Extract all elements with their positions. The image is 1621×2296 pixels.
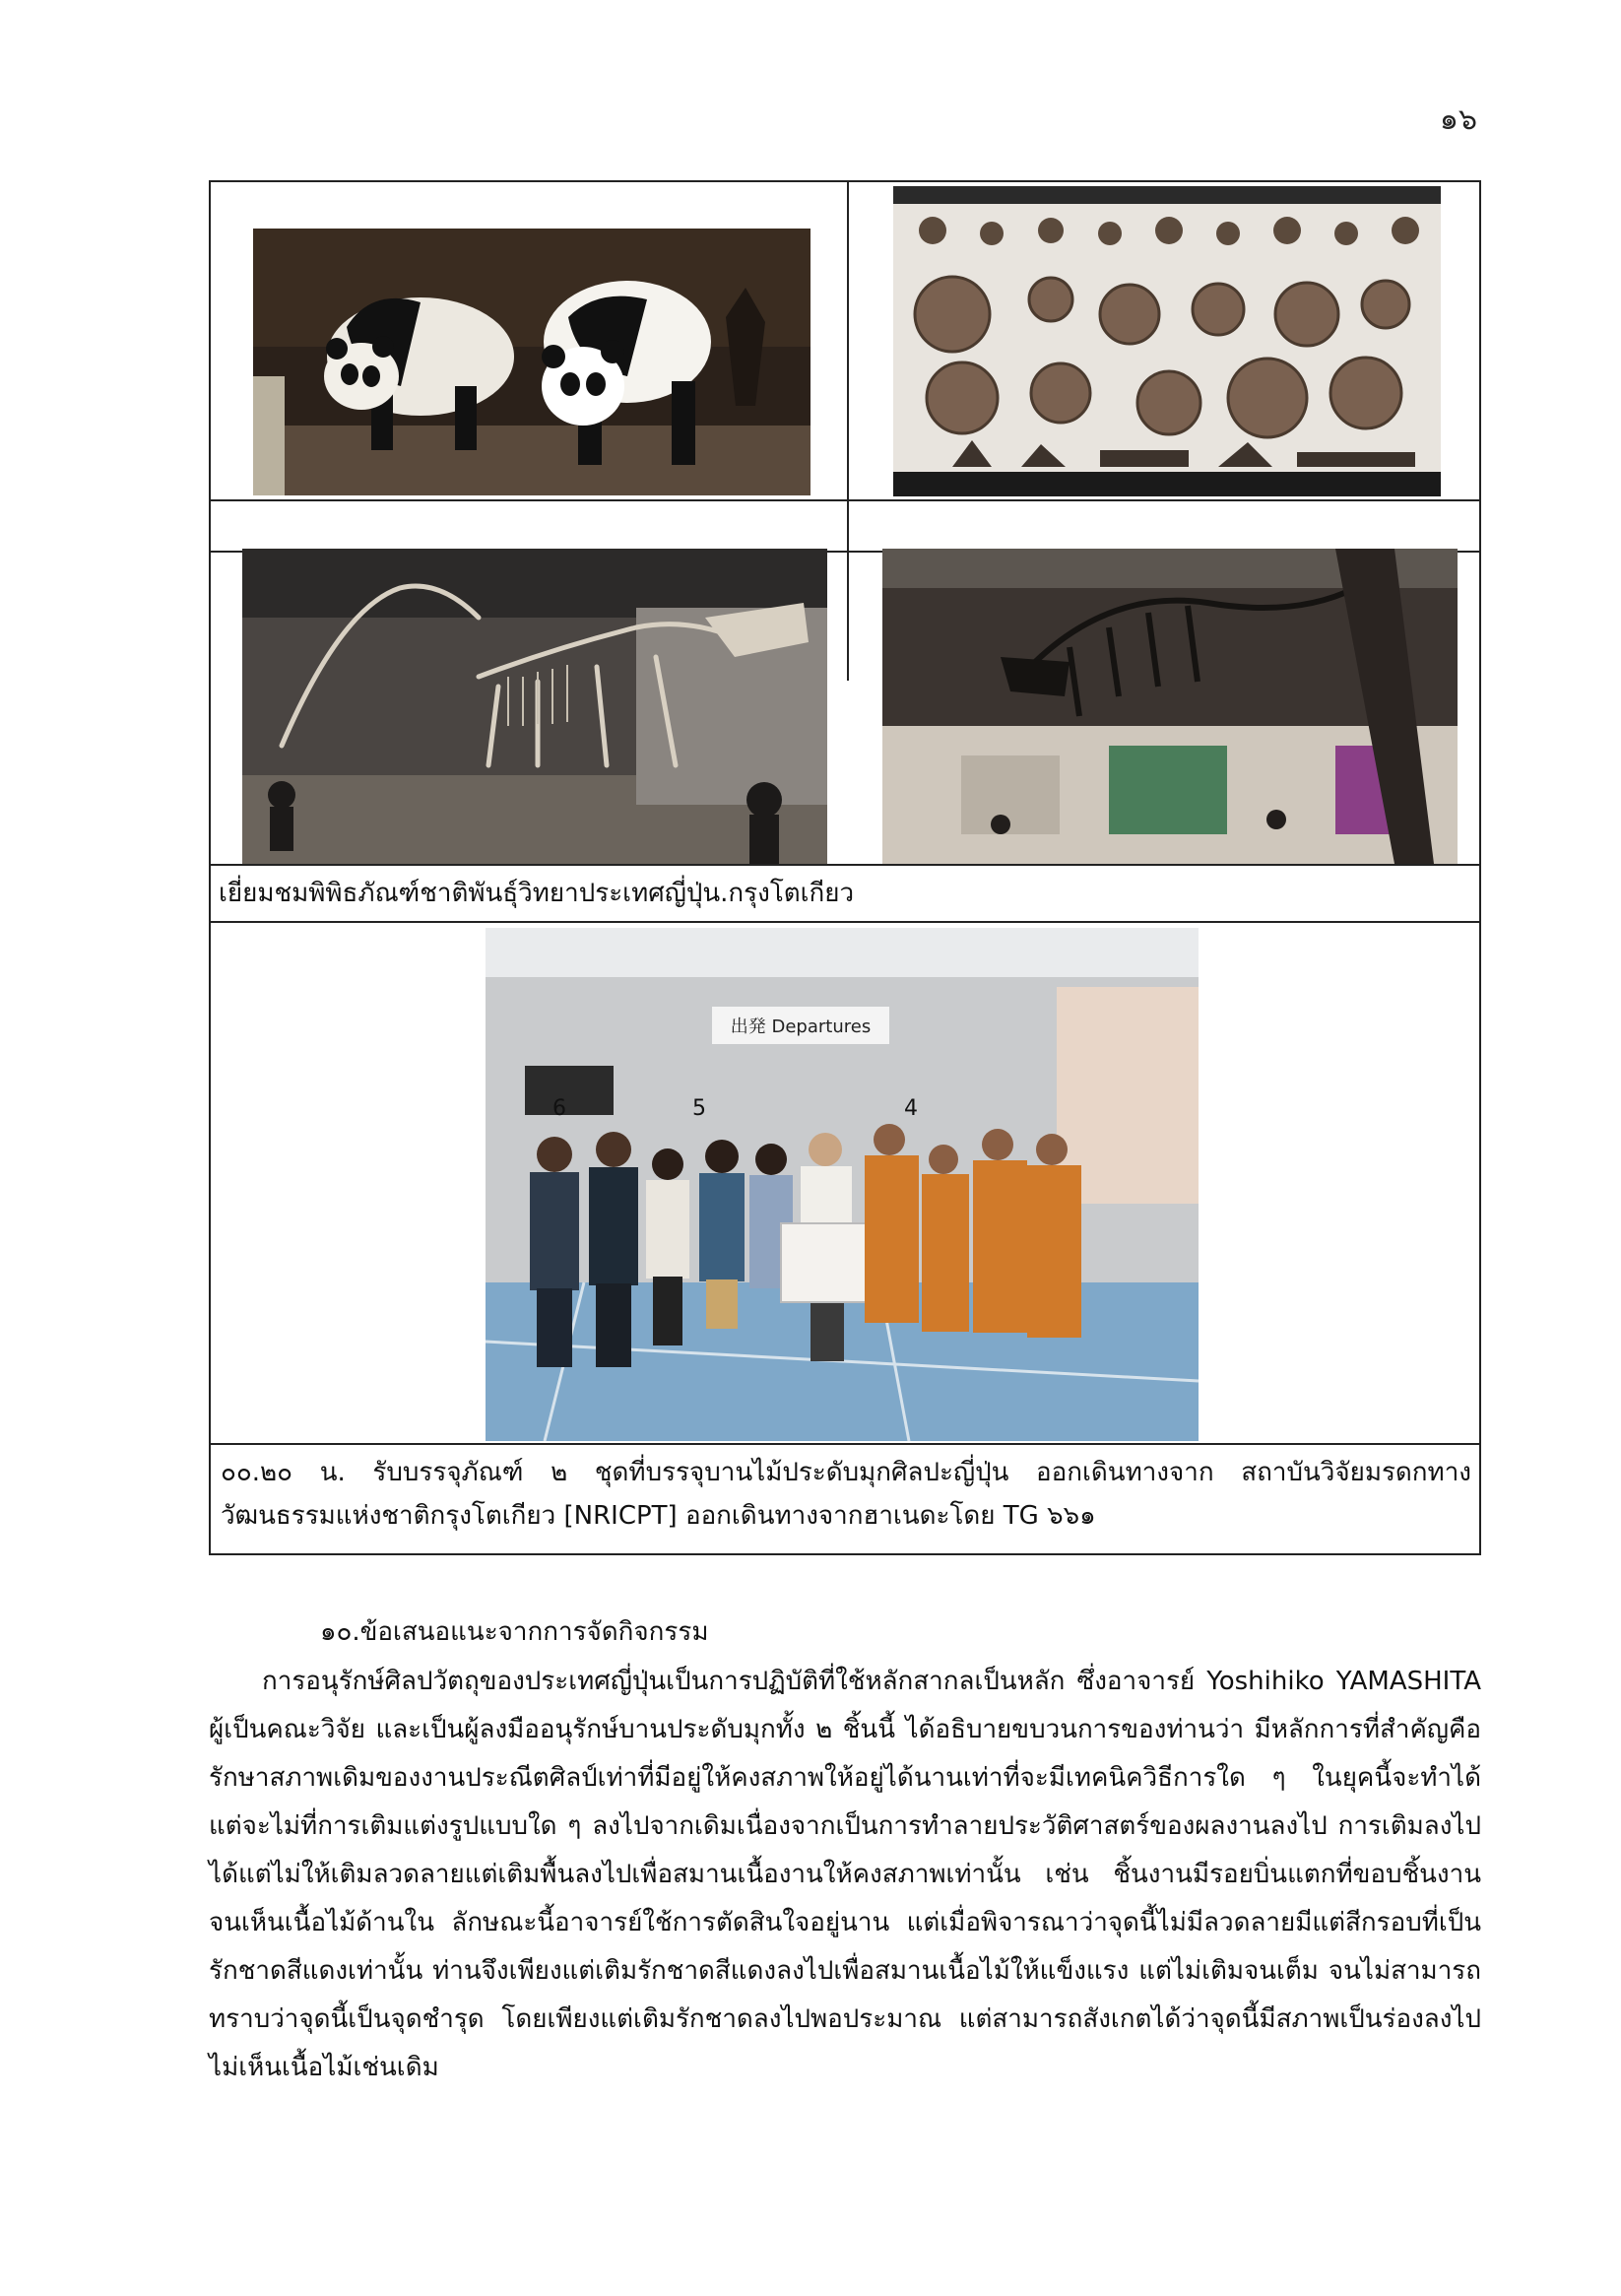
departures-sign: 出発 Departures	[730, 1017, 872, 1037]
table-divider	[211, 499, 1479, 501]
page-number: ๑๖	[1439, 102, 1477, 137]
dinosaur-skeleton-photo	[242, 549, 827, 864]
gate-number-4: 4	[904, 1096, 918, 1121]
panda-exhibit-photo	[253, 229, 810, 495]
section-heading: ๑๐.ข้อเสนอแนะจากการจัดกิจกรรม	[320, 1617, 709, 1647]
table-divider	[211, 1443, 1479, 1445]
museum-hall-photo	[882, 549, 1458, 864]
fossil-display-photo	[893, 186, 1441, 496]
museum-caption: เยี่ยมชมพิพิธภัณฑ์ชาติพันธุ์วิทยาประเทศญี่ปุ่น.กรุงโตเกียว	[219, 879, 855, 908]
table-divider	[211, 864, 1479, 866]
gate-number-5: 5	[692, 1096, 706, 1121]
gate-number-6: 6	[552, 1096, 566, 1121]
table-divider	[847, 182, 849, 681]
body-paragraph: การอนุรักษ์ศิลปวัตถุของประเทศญี่ปุ่นเป็นการปฏิบัติที่ใช้หลักสากลเป็นหลัก ซึ่งอาจารย์ Yoshihiko YAMASHITA ผู้เป็นคณะวิจัย และเป็นผู้ลงมืออนุรักษ์บานประดับมุกทั้ง ๒ ชิ้นนี้ ได้อธิบายขบวนการของท่านว่า มีหลักการที่สำคัญคือ รักษาสภาพเดิมของงานประณีตศิลป์เท่าที่มีอยู่ให้คงสภาพให้อยู่ได้นานเท่าที่จะมีเทคนิควิธีการใด ๆ ในยุคนี้จะทำได้ แต่จะไม่ที่การเติมแต่งรูปแบบใด ๆ ลงไปจากเดิมเนื่องจากเป็นการทำลายประวัติศาสตร์ของผลงานลงไป การเติมลงไปได้แต่ไม่ให้เติมลวดลายแต่เติมพื้นลงไปเพื่อสมานเนื้องานให้คงสภาพเท่านั้น เช่น ชิ้นงานมีรอยบิ่นแตกที่ขอบชิ้นงานจนเห็นเนื้อไม้ด้านใน ลักษณะนี้อาจารย์ใช้การตัดสินใจอยู่นาน แต่เมื่อพิจารณาว่าจุดนี้ไม่มีลวดลายมีแต่สีกรอบที่เป็นรักชาดสีแดงเท่านั้น ท่านจึงเพียงแต่เติมรักชาดสีแดงลงไปเพื่อสมานเนื้อไม้ให้แข็งแรง แต่ไม่เติมจนเต็ม จนไม่สามารถทราบว่าจุดนี้เป็นจุดชำรุด โดยเพียงแต่เติมรักชาดลงไปพอประมาณ แต่สามารถสังเกตได้ว่าจุดนี้มีสภาพเป็นร่องลงไป ไม่เห็นเนื้อไม้เช่นเดิม	[209, 1667, 1481, 2082]
airport-group-photo	[486, 928, 1199, 1441]
table-divider	[211, 921, 1479, 923]
departure-caption: ๐๐.๒๐ น. รับบรรจุภัณฑ์ ๒ ชุดที่บรรจุบานไม้ประดับมุกศิลปะญี่ปุ่น ออกเดินทางจาก สถาบันวิจัยมรดกทางวัฒนธรรมแห่งชาติกรุงโตเกียว [NRICPT] ออกเดินทางจากฮาเนดะโดย TG ๖๖๑	[221, 1458, 1471, 1531]
photo-table	[209, 180, 1481, 1555]
